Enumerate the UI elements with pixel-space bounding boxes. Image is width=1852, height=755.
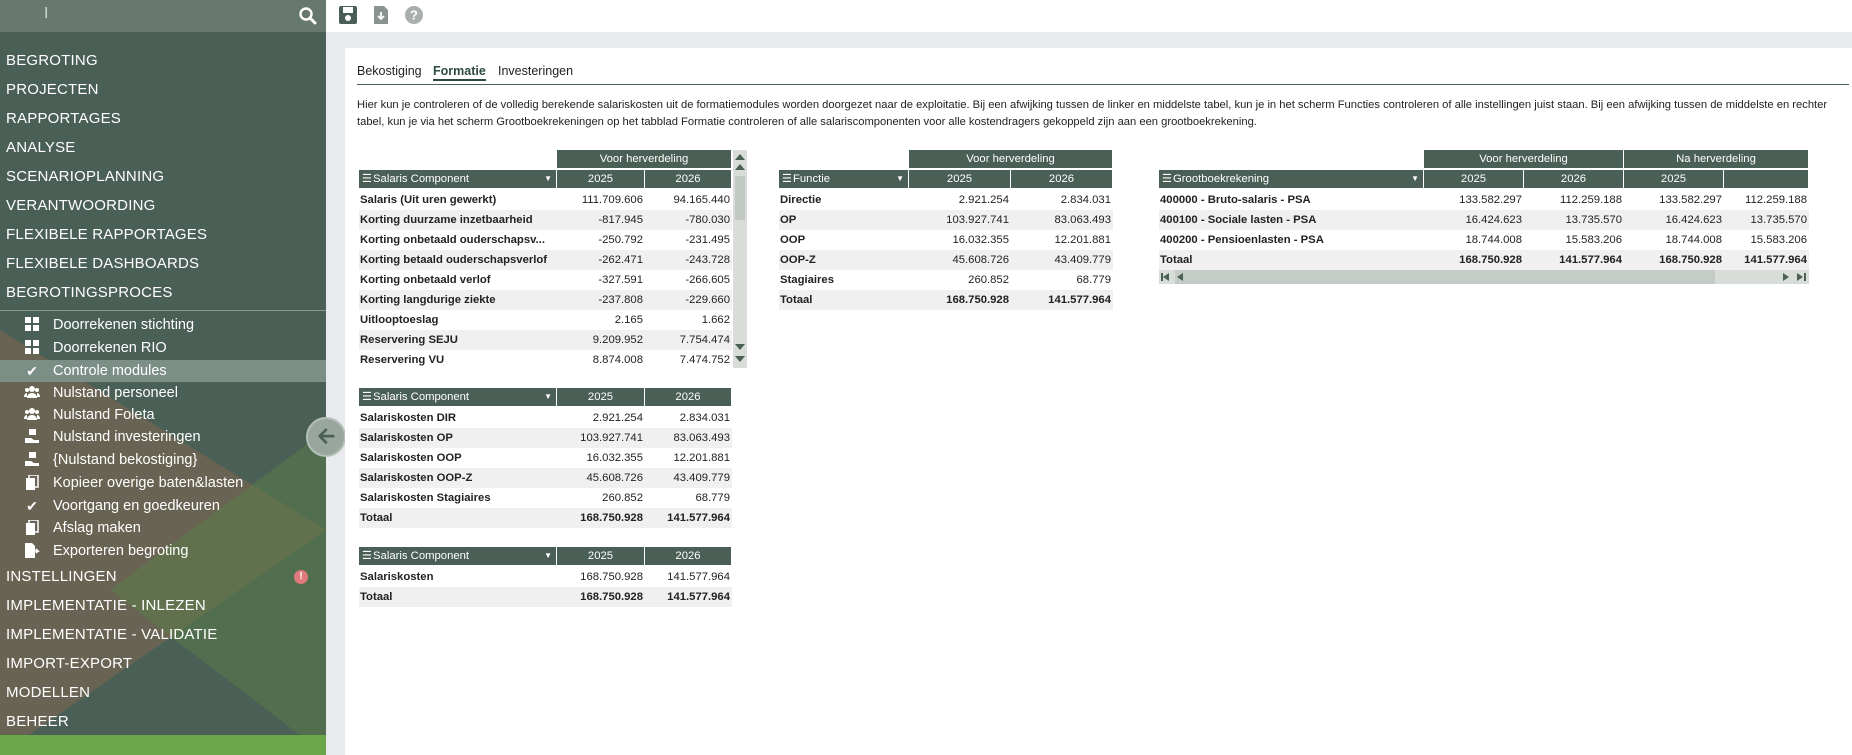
column-header: 2025 — [557, 388, 645, 406]
cell-value: 83.063.493 — [645, 428, 732, 448]
sidebar-item-label: Nulstand Foleta — [53, 407, 155, 423]
dimension-header[interactable] — [359, 170, 557, 188]
cell-value: 12.201.881 — [1054, 234, 1111, 246]
alert-badge: ! — [294, 570, 308, 584]
dimension-header[interactable] — [359, 547, 557, 565]
cell-value: 168.750.928 — [1624, 250, 1724, 270]
sidebar-item-label: Doorrekenen stichting — [53, 317, 195, 333]
sidebar-divider — [0, 310, 326, 311]
nav-begrotingsproces[interactable]: BEGROTINGSPROCES — [6, 284, 173, 301]
sidebar-item-doorrekenen-stichting[interactable] — [0, 314, 326, 336]
users-icon — [24, 407, 40, 423]
sidebar-item-voortgang[interactable] — [0, 495, 326, 517]
column-header: 2026 — [645, 388, 732, 406]
column-header — [1724, 170, 1809, 188]
tab-investeringen[interactable]: Investeringen — [498, 64, 574, 78]
row-label: Korting onbetaald verlof — [360, 274, 491, 286]
sidebar-item-afslag-maken[interactable] — [0, 517, 326, 539]
cell-value: 43.409.779 — [645, 468, 732, 488]
row-label: Salariskosten OOP-Z — [359, 468, 557, 488]
sidebar-item-kopieer-overige[interactable] — [0, 472, 326, 494]
column-header: 2026 — [1011, 170, 1113, 188]
sidebar-item-label: Kopieer overige baten&lasten — [53, 475, 244, 491]
cell-value: 112.259.188 — [1560, 194, 1622, 206]
nav-beheer[interactable]: BEHEER — [6, 713, 69, 730]
menu-icon: ☰ — [362, 391, 372, 403]
users-icon — [24, 385, 40, 401]
scroll-first-icon[interactable] — [1163, 273, 1169, 281]
collapse-sidebar-button[interactable] — [306, 417, 346, 457]
dropdown-icon[interactable]: ▼ — [896, 174, 904, 183]
row-label: Salariskosten — [360, 571, 434, 583]
grid-icon — [24, 340, 40, 356]
nav-import-export[interactable]: IMPORT-EXPORT — [6, 655, 133, 672]
cell-value: 2.921.254 — [592, 412, 643, 424]
cell-value: 141.577.964 — [667, 571, 730, 583]
cell-value: 141.577.964 — [1724, 250, 1809, 270]
cell-value: 13.735.570 — [1724, 210, 1809, 230]
cell-value: -243.728 — [645, 250, 732, 270]
cell-value: -327.591 — [598, 274, 643, 286]
cell-value: -262.471 — [557, 250, 645, 270]
row-label: 400200 - Pensioenlasten - PSA — [1160, 234, 1324, 246]
cell-value: -237.808 — [557, 290, 645, 310]
menu-icon: ☰ — [362, 550, 372, 562]
check-icon: ✔ — [26, 363, 38, 379]
nav-implementatie-inlezen[interactable]: IMPLEMENTATIE - INLEZEN — [6, 597, 206, 614]
row-label: Stagiaires — [780, 274, 835, 286]
horizontal-scrollbar[interactable] — [1159, 270, 1809, 284]
column-group-header: Voor herverdeling — [909, 150, 1113, 168]
sidebar-item-nulstand-personeel[interactable] — [0, 382, 326, 404]
cell-value: -780.030 — [645, 210, 732, 230]
cell-value: 168.750.928 — [580, 571, 643, 583]
column-header: 2025 — [1624, 170, 1724, 188]
box-hand-icon — [24, 452, 40, 468]
dimension-header[interactable] — [359, 388, 557, 406]
function-table — [779, 150, 1113, 310]
cell-value: 94.165.440 — [673, 194, 730, 206]
cell-value: 141.577.964 — [645, 508, 732, 528]
cell-value: 16.424.623 — [1424, 210, 1524, 230]
nav-modellen[interactable]: MODELLEN — [6, 684, 91, 701]
scroll-down-icon[interactable] — [735, 356, 745, 362]
toolbar — [326, 0, 1852, 32]
scroll-up-icon[interactable] — [735, 164, 745, 170]
cell-value: 141.577.964 — [1524, 250, 1624, 270]
cell-value: 168.750.928 — [1424, 250, 1524, 270]
nav-flexibele-dashboards[interactable]: FLEXIBELE DASHBOARDS — [6, 255, 200, 272]
dimension-label: Grootboekrekening — [1173, 173, 1270, 185]
row-label: Korting onbetaald ouderschapsv... — [360, 234, 545, 246]
dimension-label: Functie — [793, 173, 831, 185]
cell-value: -266.605 — [685, 274, 730, 286]
cell-value: 112.259.188 — [1745, 194, 1807, 206]
dropdown-icon[interactable]: ▼ — [544, 174, 552, 183]
cell-value: 168.750.928 — [557, 587, 645, 607]
copy-icon — [24, 475, 40, 491]
row-label: Salariskosten Stagiaires — [360, 492, 491, 504]
scroll-up-icon[interactable] — [735, 154, 745, 160]
cell-value: 12.201.881 — [673, 452, 730, 464]
dimension-label: Salaris Component — [373, 391, 470, 403]
nav-analyse[interactable]: ANALYSE — [6, 139, 76, 156]
dimension-header[interactable] — [1159, 170, 1424, 188]
scroll-right-icon[interactable] — [1783, 273, 1789, 281]
cell-value: 168.750.928 — [909, 290, 1011, 310]
sidebar-item-label: Afslag maken — [53, 520, 141, 536]
cell-value: -229.660 — [645, 290, 732, 310]
row-label: Salariskosten DIR — [360, 412, 457, 424]
sidebar-item-controle-modules[interactable] — [0, 360, 326, 382]
cell-value: 15.583.206 — [1750, 234, 1807, 246]
cell-value: 16.424.623 — [1624, 210, 1724, 230]
cell-value: 83.063.493 — [1011, 210, 1113, 230]
sidebar-item-nulstand-bekostiging[interactable] — [0, 449, 326, 471]
cell-value: 45.608.726 — [557, 468, 645, 488]
download-icon[interactable] — [370, 4, 392, 26]
column-header: 2026 — [645, 547, 732, 565]
cell-value: 168.750.928 — [557, 508, 645, 528]
dimension-header[interactable] — [779, 170, 909, 188]
nav-instellingen[interactable]: INSTELLINGEN — [6, 568, 117, 585]
column-group-header: Na herverdeling — [1624, 150, 1809, 168]
sidebar-search-input[interactable] — [0, 0, 326, 32]
row-label: Korting betaald ouderschapsverlof — [359, 250, 557, 270]
nav-rapportages[interactable]: RAPPORTAGES — [6, 110, 122, 127]
sidebar-item-label: {Nulstand bekostiging} — [53, 452, 198, 468]
menu-icon: ☰ — [782, 173, 792, 185]
dimension-label: Salaris Component — [373, 550, 470, 562]
nav-scenarioplanning[interactable]: SCENARIOPLANNING — [6, 168, 165, 185]
sidebar-item-doorrekenen-rio[interactable] — [0, 337, 326, 359]
row-label: Korting duurzame inzetbaarheid — [359, 210, 557, 230]
cell-value: 9.209.952 — [557, 330, 645, 350]
help-icon[interactable] — [403, 4, 425, 26]
column-group-header: Voor herverdeling — [1424, 150, 1624, 168]
row-label: OP — [779, 210, 909, 230]
main-panel — [345, 48, 1852, 755]
menu-icon: ☰ — [1162, 173, 1172, 185]
cell-value: 260.852 — [968, 274, 1009, 286]
sidebar-item-label: Doorrekenen RIO — [53, 340, 167, 356]
sidebar-item-label: Nulstand investeringen — [53, 429, 201, 445]
row-label: Totaal — [1159, 250, 1424, 270]
column-group-header: Voor herverdeling — [557, 150, 732, 168]
intro-text: Hier kun je controleren of de volledig berekende salariskosten uit de formatiemodules worden doorgezet naar de exploitatie. Bij een afwijking tussen de linker en middelste tabel, kun je in het scherm Functies controleren of alle instellingen juist staan. Bij een afwijking tussen de middelste en rechter tabel, kun je via het scherm Grootboekrekeningen op het tabblad Formatie controleren of alle salariscomponenten voor alle kostendragers gekoppeld zijn aan een grootboekrekening. — [357, 99, 1828, 128]
sidebar-item-nulstand-foleta[interactable] — [0, 404, 326, 426]
grid-icon — [24, 317, 40, 333]
scroll-left-icon[interactable] — [1177, 273, 1183, 281]
column-header: 2025 — [1424, 170, 1524, 188]
scrollbar-thumb[interactable] — [735, 176, 745, 220]
cell-value: 16.032.355 — [586, 452, 643, 464]
column-header: 2026 — [1524, 170, 1624, 188]
search-icon[interactable] — [298, 6, 318, 26]
row-label: Salariskosten OP — [359, 428, 557, 448]
salary-component-table — [359, 150, 730, 370]
cell-value: 7.474.752 — [679, 354, 730, 366]
cell-value: 141.577.964 — [645, 587, 732, 607]
dropdown-icon[interactable]: ▼ — [544, 392, 552, 401]
salary-total-table — [359, 547, 732, 609]
cell-value: 2.921.254 — [958, 194, 1009, 206]
dimension-label: Salaris Component — [373, 173, 470, 185]
cell-value: 1.662 — [701, 314, 730, 326]
cell-value: 111.709.606 — [581, 194, 643, 206]
row-label: Reservering SEJU — [359, 330, 557, 350]
row-label: Korting langdurige ziekte — [359, 290, 557, 310]
cell-value: 103.927.741 — [909, 210, 1011, 230]
dropdown-icon[interactable]: ▼ — [1411, 174, 1419, 183]
cell-value: 2.165 — [614, 314, 643, 326]
salary-cost-table — [359, 388, 732, 530]
svg-text:?: ? — [410, 7, 418, 23]
sidebar-item-label: Controle modules — [53, 363, 167, 379]
cell-value: 18.744.008 — [1665, 234, 1722, 246]
cell-value: 133.582.297 — [1659, 194, 1722, 206]
row-label: Salariskosten OOP — [360, 452, 462, 464]
cell-value: 68.779 — [695, 492, 730, 504]
cell-value: 18.744.008 — [1465, 234, 1522, 246]
save-icon[interactable] — [337, 4, 359, 26]
cell-value: 43.409.779 — [1011, 250, 1113, 270]
ledger-account-table — [1159, 150, 1809, 290]
check-icon: ✔ — [26, 498, 38, 514]
nav-projecten[interactable]: PROJECTEN — [6, 81, 99, 98]
tab-formatie[interactable]: Formatie — [433, 64, 486, 81]
nav-implementatie-validatie[interactable]: IMPLEMENTATIE - VALIDATIE — [6, 626, 218, 643]
column-header: 2025 — [909, 170, 1011, 188]
cell-value: 16.032.355 — [952, 234, 1009, 246]
row-label: Totaal — [779, 290, 909, 310]
dropdown-icon[interactable]: ▼ — [544, 551, 552, 560]
scroll-last-icon[interactable] — [1797, 273, 1803, 281]
sidebar-item-exporteren[interactable] — [0, 540, 326, 562]
export-file-icon — [24, 543, 40, 559]
nav-flexibele-rapportages[interactable]: FLEXIBELE RAPPORTAGES — [6, 226, 208, 243]
vertical-scrollbar[interactable] — [733, 150, 747, 368]
cell-value: 15.583.206 — [1565, 234, 1622, 246]
row-label: Reservering VU — [360, 354, 445, 366]
cell-value: 45.608.726 — [909, 250, 1011, 270]
menu-icon: ☰ — [362, 173, 372, 185]
cell-value: 141.577.964 — [1011, 290, 1113, 310]
cell-value: 8.874.008 — [592, 354, 643, 366]
cell-value: -817.945 — [557, 210, 645, 230]
row-label: 400100 - Sociale lasten - PSA — [1159, 210, 1424, 230]
nav-verantwoording[interactable]: VERANTWOORDING — [6, 197, 156, 214]
box-hand-icon — [24, 429, 40, 445]
cell-value: 7.754.474 — [645, 330, 732, 350]
cell-value: 133.582.297 — [1459, 194, 1522, 206]
row-label: 400000 - Bruto-salaris - PSA — [1160, 194, 1311, 206]
cell-value: -250.792 — [598, 234, 643, 246]
sidebar-item-nulstand-investeringen[interactable] — [0, 426, 326, 448]
column-header: 2026 — [645, 170, 732, 188]
cell-value: 2.834.031 — [679, 412, 730, 424]
row-label: OOP — [780, 234, 806, 246]
sidebar-item-label: Exporteren begroting — [53, 543, 189, 559]
tab-bekostiging[interactable]: Bekostiging — [357, 64, 422, 78]
scroll-down-icon[interactable] — [735, 344, 745, 350]
row-label: Uitlooptoeslag — [360, 314, 439, 326]
tab-underline — [357, 84, 1849, 85]
column-header: 2025 — [557, 170, 645, 188]
sidebar-decoration — [0, 735, 326, 755]
scroll-last-icon[interactable] — [1804, 273, 1806, 281]
cell-value: 103.927.741 — [557, 428, 645, 448]
row-label: Salaris (Uit uren gewerkt) — [360, 194, 497, 206]
row-label: Directie — [780, 194, 822, 206]
row-label: Totaal — [359, 508, 557, 528]
sidebar — [0, 0, 326, 755]
sidebar-item-label: Nulstand personeel — [53, 385, 178, 401]
row-label: OOP-Z — [779, 250, 909, 270]
row-label: Totaal — [359, 587, 557, 607]
cell-value: 68.779 — [1076, 274, 1111, 286]
nav-begroting[interactable]: BEGROTING — [6, 52, 98, 69]
cell-value: 2.834.031 — [1060, 194, 1111, 206]
copy-icon — [24, 520, 40, 536]
sidebar-item-label: Voortgang en goedkeuren — [53, 498, 220, 514]
cell-value: 13.735.570 — [1524, 210, 1624, 230]
scrollbar-thumb[interactable] — [1175, 270, 1715, 284]
cell-value: 260.852 — [602, 492, 643, 504]
text-cursor-icon: I — [44, 5, 49, 22]
column-header: 2025 — [557, 547, 645, 565]
cell-value: -231.495 — [685, 234, 730, 246]
